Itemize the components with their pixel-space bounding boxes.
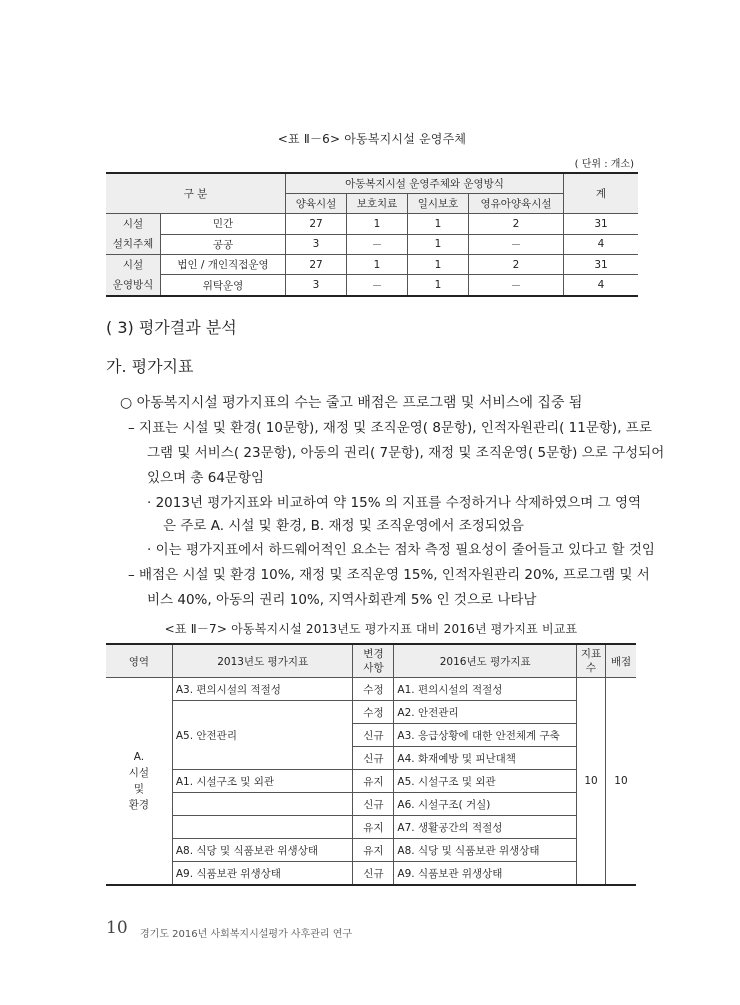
table1-caption: <표 Ⅱ－6> 아동복지시설 운영주체 <box>277 132 467 146</box>
t1-subheader: 영유아양육시설 <box>469 194 564 214</box>
t2-area-label-line: 및 <box>133 783 144 795</box>
table2 <box>106 643 636 886</box>
t2-change-cell: 수정 <box>353 701 394 724</box>
t1-cell: 3 <box>286 275 347 296</box>
t1-subheader: 보호치료 <box>347 194 408 214</box>
table1 <box>106 172 638 297</box>
t1-group-label-line: 시설 <box>122 259 144 271</box>
t2-area-label-line: 환경 <box>128 799 150 811</box>
table2-caption: <표 Ⅱ－7> 아동복지시설 2013년도 평가지표 대비 2016년 평가지표 비교표 <box>164 622 578 636</box>
t2-2016-cell: A4. 화재예방 및 피난대책 <box>394 747 577 770</box>
t1-cell: 1 <box>347 214 408 235</box>
bullet-dash-1-cont: 있으며 총 64문항임 <box>147 470 265 486</box>
t2-change-cell: 유지 <box>353 816 394 839</box>
t1-subheader: 일시보호 <box>408 194 469 214</box>
table-row <box>106 839 636 862</box>
table-row <box>106 862 636 886</box>
t2-header-count-line: 수 <box>585 662 597 674</box>
t2-2016-cell: A8. 식당 및 식품보관 위생상태 <box>394 839 577 862</box>
t2-change-cell: 신규 <box>353 793 394 816</box>
t2-2016-cell: A9. 식품보관 위생상태 <box>394 862 577 886</box>
t1-subheader: 양육시설 <box>286 194 347 214</box>
t2-header-count <box>577 644 606 678</box>
bullet-dash-2-cont: 비스 40%, 아동의 권리 10%, 지역사회관계 5% 인 것으로 나타남 <box>147 592 537 608</box>
t2-header-change-line: 사항 <box>363 662 384 674</box>
t2-header-count-line: 지표 <box>580 648 602 660</box>
t1-row-name: 공공 <box>161 234 286 255</box>
bullet-dot-1: · 2013년 평가지표와 비교하여 약 15% 의 지표를 수정하거나 삭제하였으며 그 영역 <box>147 495 642 511</box>
t2-header-score: 배점 <box>605 644 636 678</box>
t1-group-label-line: 시설 <box>122 218 144 230</box>
t1-cell: 1 <box>408 234 469 255</box>
t2-2016-cell: A1. 편의시설의 적절성 <box>394 678 577 701</box>
t2-2013-cell: A9. 식품보관 위생상태 <box>172 862 353 886</box>
t2-change-cell: 신규 <box>353 747 394 770</box>
t2-header-area: 영역 <box>106 644 172 678</box>
t1-cell: 1 <box>347 255 408 275</box>
section-heading: ( 3) 평가결과 분석 <box>106 318 237 337</box>
t2-2016-cell: A2. 안전관리 <box>394 701 577 724</box>
t1-cell: － <box>347 234 408 255</box>
t1-cell: 1 <box>408 214 469 235</box>
footer-text: 경기도 2016년 사회복지시설평가 사후관리 연구 <box>140 929 353 940</box>
t2-2013-cell <box>172 816 353 839</box>
bullet-dash-2: – 배점은 시설 및 환경 10%, 재정 및 조직운영 15%, 인적자원관리 20%, 프로그램 및 서 <box>128 567 650 583</box>
t2-area-label-line: 시설 <box>128 767 150 779</box>
t1-group-label <box>106 214 161 255</box>
t1-cell: 2 <box>469 255 564 275</box>
t2-2016-cell: A5. 시설구조 및 외관 <box>394 770 577 793</box>
t1-cell: 1 <box>408 275 469 296</box>
t1-row-name: 법인 / 개인직접운영 <box>161 255 286 275</box>
t2-area-label <box>106 678 172 886</box>
t2-2013-cell: A8. 식당 및 식품보관 위생상태 <box>172 839 353 862</box>
t1-cell: 3 <box>286 234 347 255</box>
t1-row-name: 민간 <box>161 214 286 235</box>
t2-score-cell: 10 <box>605 678 636 886</box>
table-row <box>106 214 638 235</box>
table-row <box>106 255 638 275</box>
t2-change-cell: 유지 <box>353 770 394 793</box>
bullet-dot-2: · 이는 평가지표에서 하드웨어적인 요소는 점차 측정 필요성이 줄어들고 있다고 할 것임 <box>147 542 655 558</box>
t2-2016-cell: A3. 응급상황에 대한 안전체계 구축 <box>394 724 577 747</box>
t2-2016-cell: A6. 시설구조( 거실) <box>394 793 577 816</box>
table-row <box>106 701 636 724</box>
table-row <box>106 678 636 701</box>
t2-change-cell: 신규 <box>353 862 394 886</box>
t1-cell: 2 <box>469 214 564 235</box>
t1-cell: 27 <box>286 214 347 235</box>
bullet-dash-1: – 지표는 시설 및 환경( 10문항), 재정 및 조직운영( 8문항), 인적자원관리( 11문항), 프로 <box>128 420 652 436</box>
bullet-dash-1-cont: 그램 및 서비스( 23문항), 아동의 권리( 7문항), 재정 및 조직운영( 5문항) 으로 구성되어 <box>147 445 665 461</box>
bullet-main: ○ 아동복지시설 평가지표의 수는 줄고 배점은 프로그램 및 서비스에 집중 됨 <box>120 395 583 411</box>
t2-area-label-line: A. <box>133 751 145 763</box>
t1-cell: 31 <box>564 214 639 235</box>
t1-header-group: 구 분 <box>106 173 286 214</box>
table-row <box>106 793 636 816</box>
t2-count-cell: 10 <box>577 678 606 886</box>
table-row <box>106 770 636 793</box>
t2-header-2013: 2013년도 평가지표 <box>172 644 353 678</box>
t1-group-label-line: 운영방식 <box>112 279 154 291</box>
table-row <box>106 816 636 839</box>
bullet-dot-1-cont: 은 주로 A. 시설 및 환경, B. 재정 및 조직운영에서 조정되었음 <box>163 518 524 534</box>
t2-2013-cell: A5. 안전관리 <box>172 701 353 770</box>
t1-cell: 4 <box>564 275 639 296</box>
t2-2013-cell: A1. 시설구조 및 외관 <box>172 770 353 793</box>
t1-cell: 4 <box>564 234 639 255</box>
table-row <box>106 234 638 255</box>
t1-cell: 1 <box>408 255 469 275</box>
t1-header-main: 아동복지시설 운영주체와 운영방식 <box>286 173 564 194</box>
t1-cell: － <box>469 275 564 296</box>
t2-header-change-line: 변경 <box>363 648 384 660</box>
t2-change-cell: 신규 <box>353 724 394 747</box>
page-number: 10 <box>106 918 128 938</box>
t1-cell: 27 <box>286 255 347 275</box>
t1-row-name: 위탁운영 <box>161 275 286 296</box>
t1-cell: － <box>469 234 564 255</box>
t2-change-cell: 수정 <box>353 678 394 701</box>
t1-cell: 31 <box>564 255 639 275</box>
subsection-heading: 가. 평가지표 <box>106 357 194 376</box>
table-row <box>106 275 638 296</box>
t1-header-total: 계 <box>564 173 639 214</box>
t2-header-change <box>353 644 394 678</box>
t2-2013-cell <box>172 793 353 816</box>
t1-group-label-line: 설치주체 <box>112 238 154 250</box>
t2-change-cell: 유지 <box>353 839 394 862</box>
t2-2013-cell: A3. 편의시설의 적절성 <box>172 678 353 701</box>
t1-cell: － <box>347 275 408 296</box>
t2-2016-cell: A7. 생활공간의 적절성 <box>394 816 577 839</box>
t2-header-2016: 2016년도 평가지표 <box>394 644 577 678</box>
t1-group-label <box>106 255 161 297</box>
table1-unit: ( 단위 : 개소) <box>574 159 634 170</box>
